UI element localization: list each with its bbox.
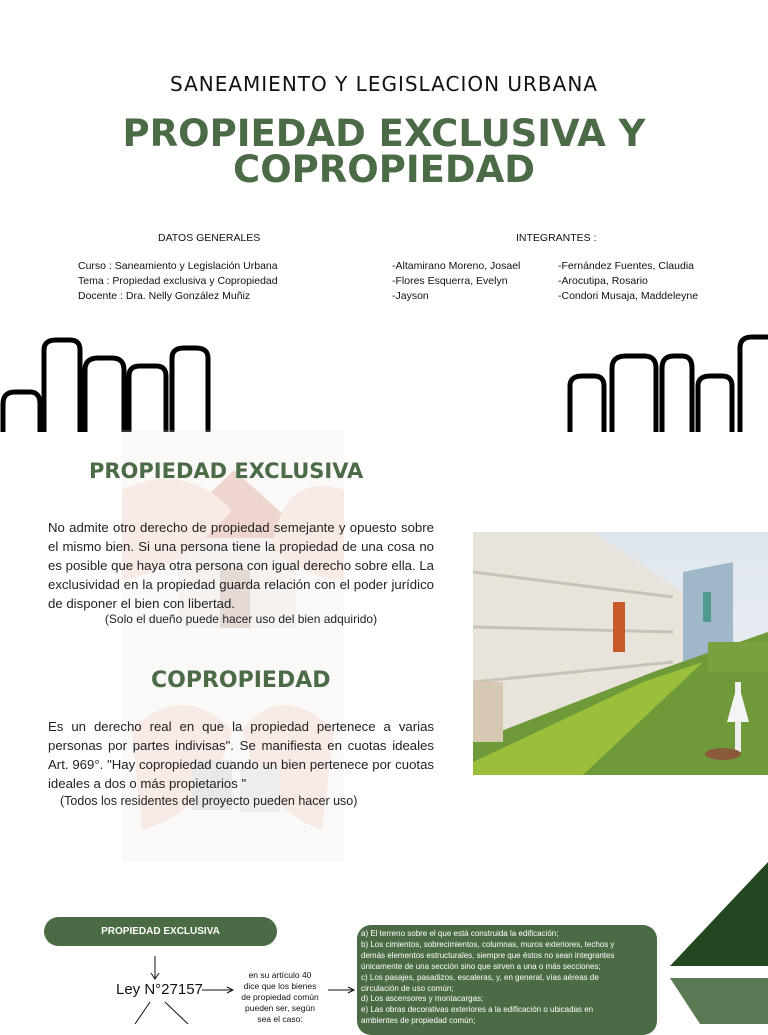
article-line: de propiedad común	[241, 992, 319, 1002]
member-item: -Altamirano Moreno, Josael	[392, 260, 521, 272]
article-line: en su artículo 40	[248, 970, 312, 980]
law-number: Ley N°27157	[116, 981, 203, 998]
members-column-1	[392, 259, 520, 304]
title-line-1: PROPIEDAD EXCLUSIVA Y	[122, 112, 646, 155]
general-data-heading: DATOS GENERALES	[158, 232, 261, 244]
member-item: -Condori Musaja, Maddeleyne	[558, 290, 699, 302]
course-heading: SANEAMIENTO Y LEGISLACION URBANA	[170, 72, 598, 96]
coownership-title: COPROPIEDAD	[151, 668, 331, 693]
members-column-2	[558, 259, 698, 304]
article-line: dice que los bienes	[243, 981, 317, 991]
page-title	[0, 112, 768, 191]
coownership-text: Es un derecho real en que la propiedad pertenece a varias personas por partes indivisas". Se manifiesta en cuotas ideales Art. 969°. "Hay copropiedad cuando un bien pertenece por cuotas ideales a dos o más propietarios "	[48, 719, 434, 791]
course-line: Curso : Saneamiento y Legislación Urbana	[78, 260, 278, 272]
member-item: -Jayson	[392, 290, 429, 302]
common-property-list	[357, 925, 657, 1035]
list-item: a) El terreno sobre el que está construida la edificación;	[361, 929, 559, 938]
residential-building-render-image	[473, 532, 768, 775]
general-data-lines	[78, 259, 278, 304]
list-item: ambientes de propiedad común;	[361, 1016, 476, 1026]
list-item: d) Los ascensores y montacargas;	[361, 994, 484, 1004]
list-item: demás elementos estructurales, siempre que éstos no sean integrantes	[361, 950, 615, 960]
skyline-left-decoration	[0, 336, 215, 432]
member-item: -Fernández Fuentes, Claudia	[558, 260, 694, 272]
teacher-line: Docente : Dra. Nelly González Muñiz	[78, 290, 251, 302]
member-item: -Arocutipa, Rosario	[558, 275, 648, 287]
members-heading: INTEGRANTES :	[516, 232, 597, 244]
list-item: circulación de uso común;	[361, 983, 454, 993]
article-description	[232, 970, 328, 1025]
article-line: pueden ser, según	[245, 1003, 315, 1013]
article-line: sea el caso:	[257, 1014, 303, 1024]
topic-line: Tema : Propiedad exclusiva y Copropiedad	[78, 275, 278, 287]
green-triangle-decoration	[670, 862, 768, 1024]
exclusive-property-title: PROPIEDAD EXCLUSIVA	[89, 459, 364, 483]
exclusive-property-pill: PROPIEDAD EXCLUSIVA	[44, 917, 277, 946]
list-item: c) Los pasajes, pasadizos, escaleras, y, en general, vías aéreas de	[361, 972, 599, 982]
member-item: -Flores Esquerra, Evelyn	[392, 275, 508, 287]
list-item: e) Las obras decorativas exteriores a la edificación o ubicadas en	[361, 1005, 594, 1015]
exclusive-property-text: No admite otro derecho de propiedad semejante y opuesto sobre el mismo bien. Si una persona tiene la propiedad de una cosa no es posible que haya otra persona con igual derecho sobre ella. La exclusividad en la propiedad guarda relación con el poder jurídico de disponer el bien con libertad.	[48, 520, 434, 611]
coownership-note: (Todos los residentes del proyecto pueden hacer uso)	[60, 794, 358, 808]
title-line-2: COPROPIEDAD	[233, 148, 535, 191]
skyline-right-decoration	[566, 334, 768, 432]
list-item: b) Los cimientos, sobrecimientos, columnas, muros exteriores, techos y	[361, 939, 615, 949]
list-item: únicamente de una sección sino que sirven a una o más secciones;	[361, 961, 601, 971]
exclusive-property-note: (Solo el dueño puede hacer uso del bien adquirido)	[104, 612, 378, 626]
